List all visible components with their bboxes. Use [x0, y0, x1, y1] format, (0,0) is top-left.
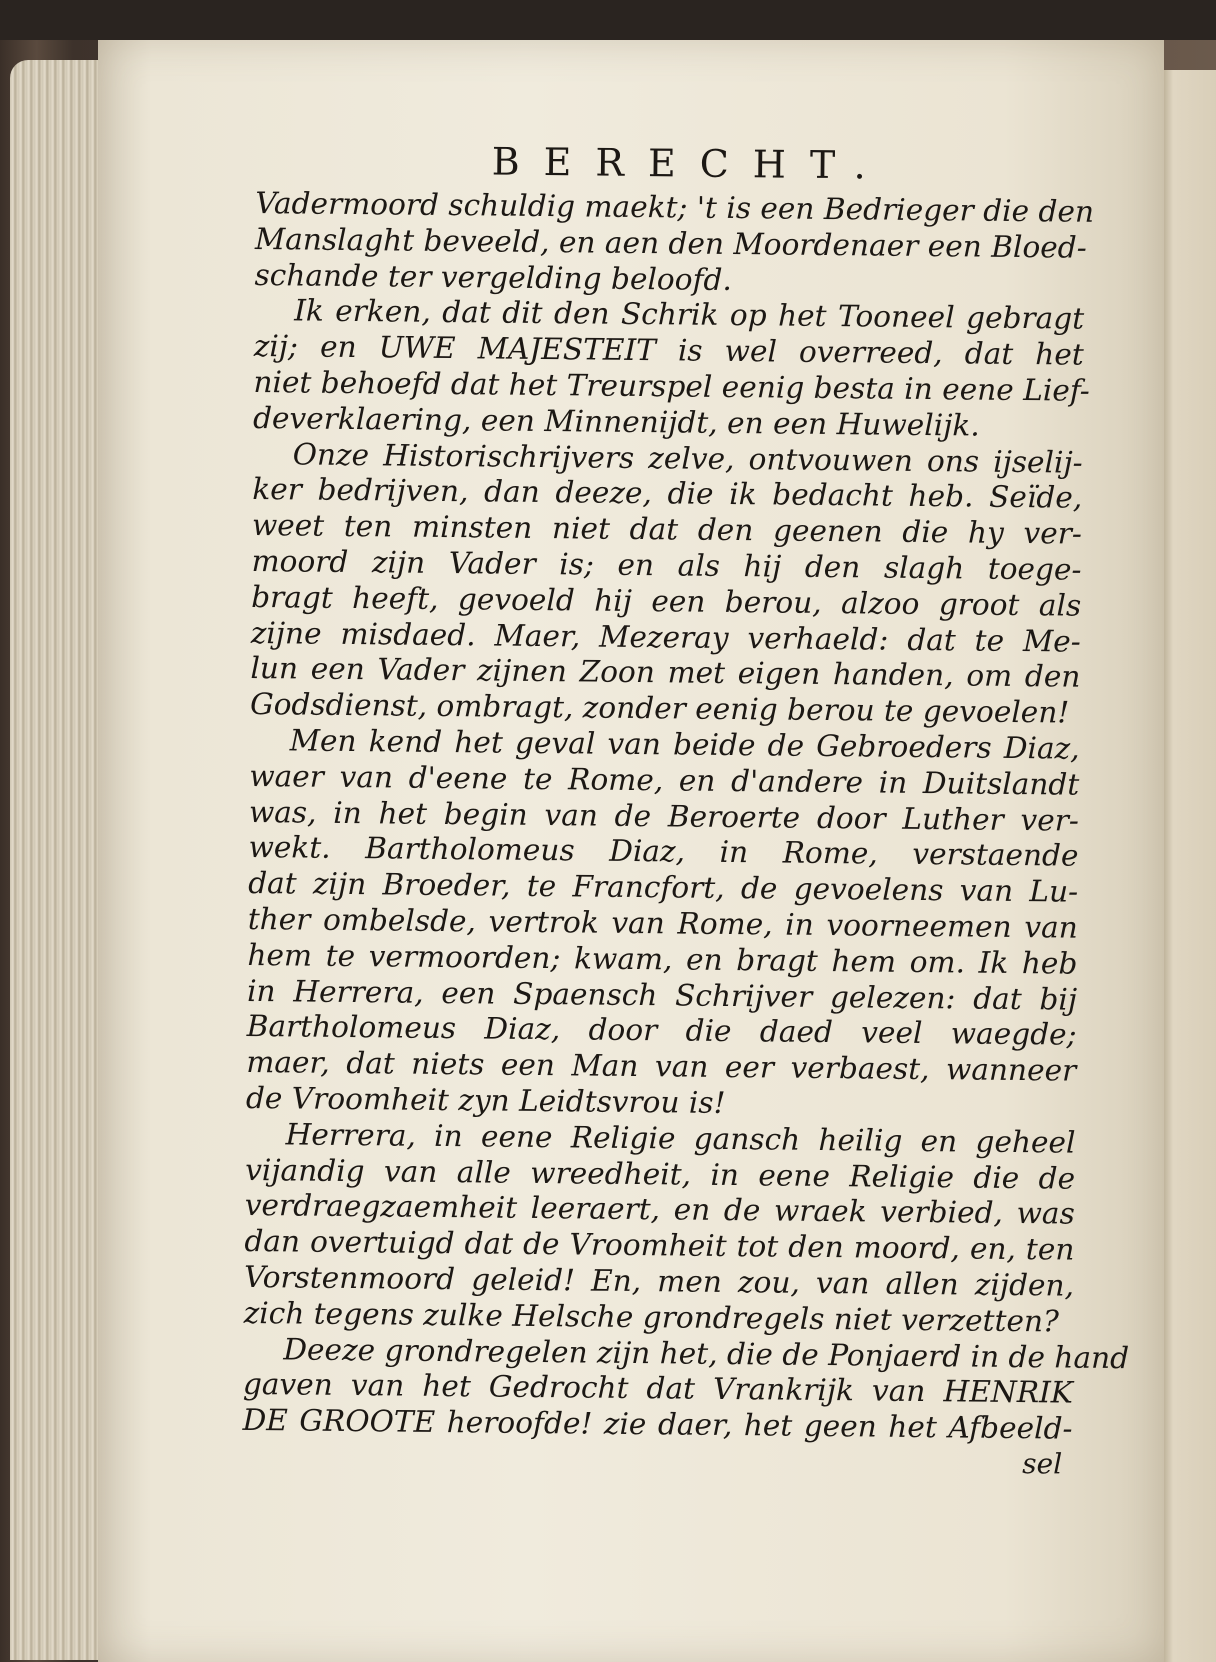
text-line: weet ten minsten niet dat den geenen die hy ver-: [251, 508, 1083, 551]
text-line: wekt. Bartholomeus Diaz, in Rome, verstaende: [248, 830, 1079, 873]
text-line: zij; en UWE MAJESTEIT is wel overreed, dat het: [253, 329, 1084, 372]
text-line: ther ombelsde, vertrok van Rome, in voorneemen van: [247, 901, 1078, 945]
text-line: bragt heeft, gevoeld hij een berou, alzoo groot als: [250, 579, 1082, 623]
text-line: Vorstenmoord geleid! En, men zou, van allen zijden,: [243, 1259, 1075, 1303]
text-line: de Vroomheit zyn Leidtsvrou is!: [245, 1080, 726, 1120]
text-line: lun een Vader zijnen Zoon met eigen handen, om den: [250, 651, 1081, 695]
text-line: waer van d'eene te Rome, en d'andere in Duitslandt: [249, 758, 1080, 802]
text-line: deverklaering, een Minnenijdt, en een Huwelijk.: [252, 400, 980, 443]
text-line: DE GROOTE heroofde! zie daer, het geen het Afbeeld-: [242, 1403, 1073, 1446]
text-line: moord zijn Vader is; en als hij den slagh toege-: [251, 543, 1082, 587]
text-line: Herrera, in eene Religie gansch heilig en geheel: [285, 1117, 1076, 1160]
text-line: was, in het begin van de Beroerte door Luther ver-: [248, 794, 1080, 838]
page-text: [242, 136, 1130, 1482]
catchword: sel: [1022, 1446, 1063, 1481]
text-line: Vadermoord schuldig maekt; 't is een Bedrieger die den: [255, 185, 1095, 229]
text-line: Manslaght beveeld, en aen den Moordenaer een Bloed-: [254, 221, 1087, 265]
text-line: vijandig van alle wreedheit, in eene Religie die de: [244, 1152, 1076, 1196]
text-line: gaven van het Gedrocht dat Vrankrijk van HENRIK: [242, 1367, 1074, 1410]
text-lines: [242, 185, 1130, 1448]
text-line: Deeze grondregelen zijn het, die de Ponjaerd in de hand: [283, 1331, 1130, 1375]
text-line: verdraegzaemheit leeraert, en de wraek verbied, was: [244, 1188, 1075, 1231]
text-line: niet behoefd dat het Treurspel eenig besta in eene Lief-: [253, 364, 1090, 408]
text-line: maer, dat niets een Man van eer verbaest, wanneer: [246, 1045, 1077, 1088]
text-line: zijne misdaed. Maer, Mezeray verhaeld: dat te Me-: [250, 615, 1081, 659]
text-line: Bartholomeus Diaz, door die daed veel waegde;: [246, 1009, 1077, 1052]
text-line: Ik erken, dat dit den Schrik op het Tooneel gebragt: [293, 293, 1085, 337]
text-line: ker bedrijven, dan deeze, die ik bedacht heb. Seïde,: [252, 472, 1083, 516]
text-line: Onze Historischrijvers zelve, ontvouwen ons ijselij-: [292, 436, 1083, 480]
text-line: hem te vermoorden; kwam, en bragt hem om. Ik heb: [247, 937, 1078, 981]
text-line: in Herrera, een Spaensch Schrijver gelezen: dat bij: [246, 973, 1078, 1017]
running-head: BERECHT.: [491, 139, 890, 188]
text-line: dan overtuigd dat de Vroomheit tot den moord, en, ten: [244, 1224, 1075, 1267]
text-line: Godsdienst, ombragt, zonder eenig berou te gevoelen!: [249, 687, 1070, 730]
text-line: Men kend het geval van beide de Gebroeders Diaz,: [289, 723, 1080, 766]
text-line: schande ter vergelding beloofd.: [254, 257, 733, 297]
text-line: zich tegens zulke Helsche grondregels niet verzetten?: [243, 1295, 1060, 1339]
facing-page-edge: [1160, 70, 1216, 1662]
text-line: dat zijn Broeder, te Francfort, de gevoelens van Lu-: [247, 866, 1079, 909]
